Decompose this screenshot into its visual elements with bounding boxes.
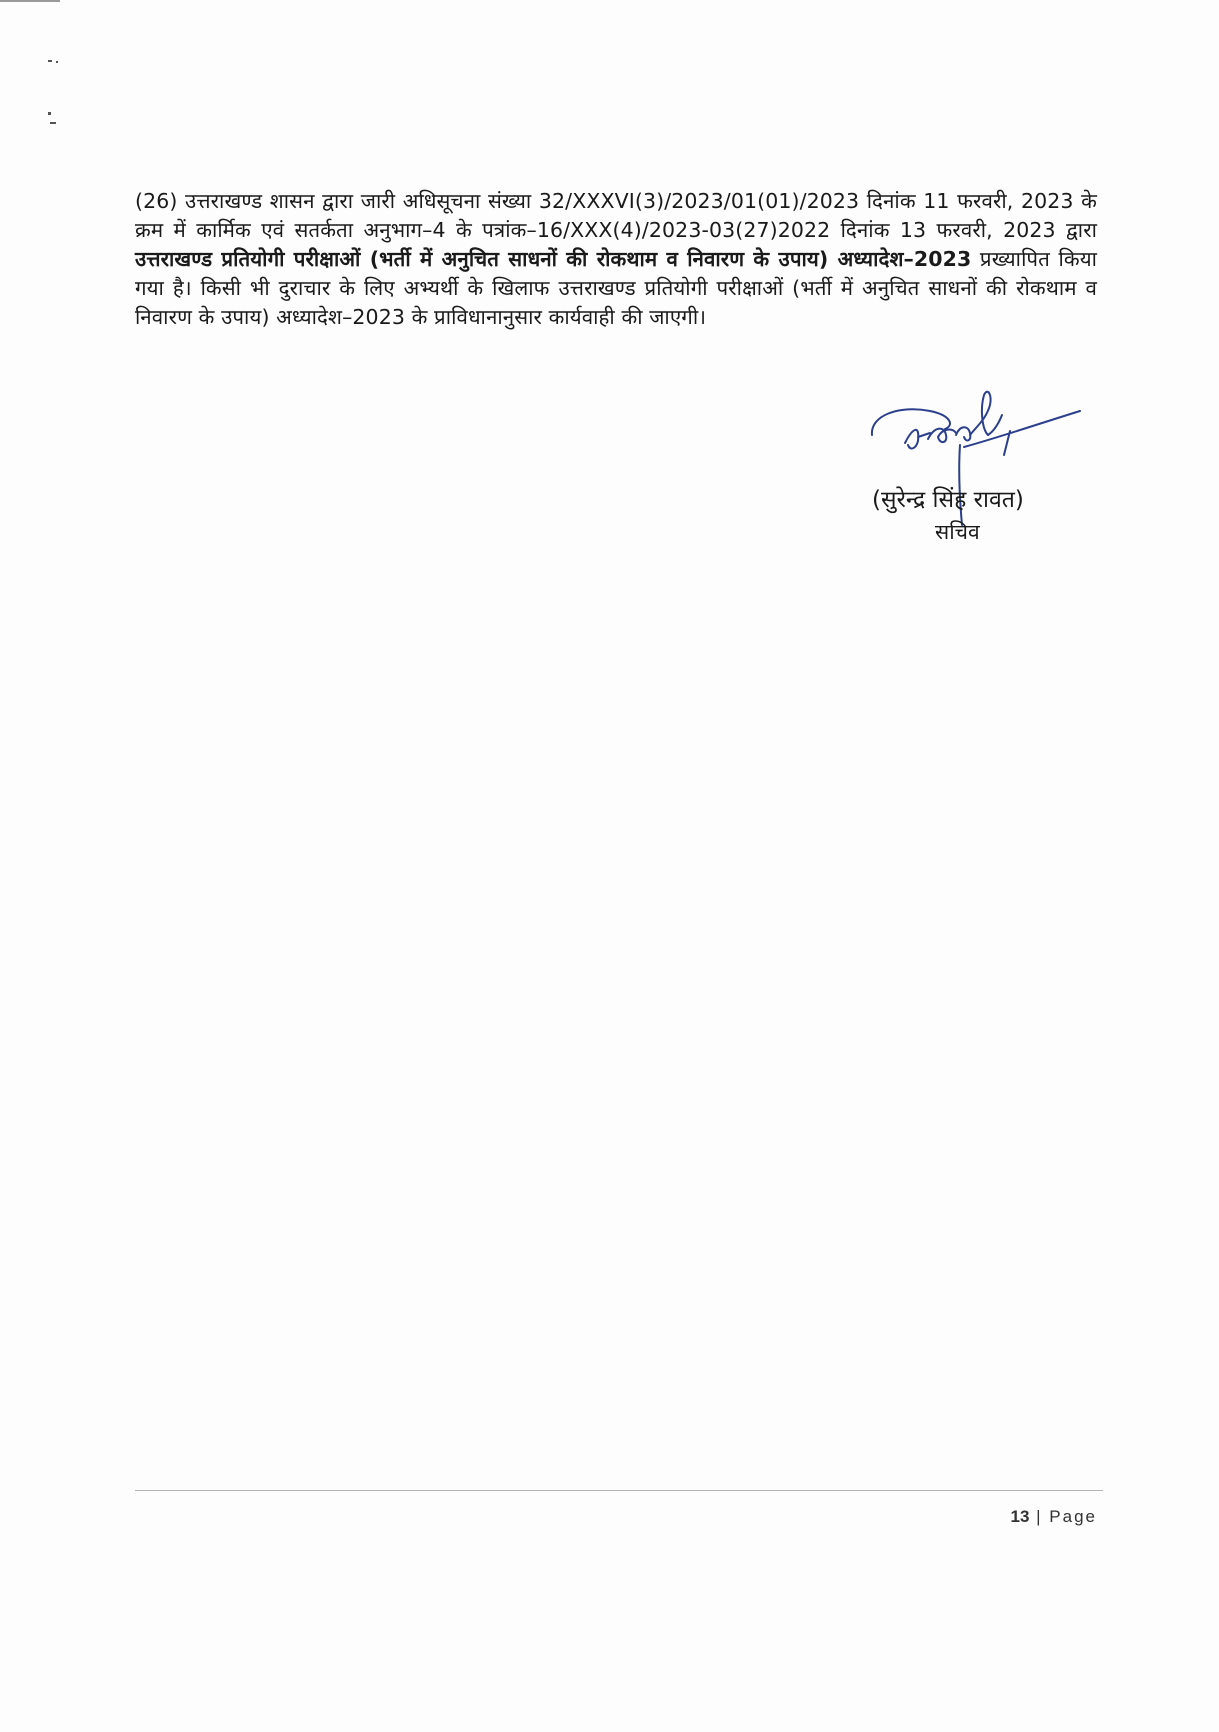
paragraph-text-end: प्रख्यापित किया गया है। किसी भी दुराचार के लिए अभ्यर्थी के खिलाफ उत्तराखण्ड प्रतियोगी परीक्षाओं (भर्ती में अनुचित साधनों की रोकथाम व निवारण के उपाय) अध्यादेश–2023 के प्राविधानानुसार कार्यवाही की जाएगी। <box>135 246 1098 329</box>
ordinance-title: उत्तराखण्ड प्रतियोगी परीक्षाओं (भर्ती में अनुचित साधनों की रोकथाम व निवारण के उपाय) अध्यादेश–2023 <box>135 246 972 271</box>
scan-margin-marks <box>48 60 68 140</box>
signatory-name: (सुरेन्द्र सिंह रावत) <box>872 487 1024 513</box>
page-label: | Page <box>1029 1507 1097 1526</box>
footer-divider <box>135 1490 1103 1491</box>
signatory-designation: सचिव <box>935 520 980 544</box>
page-number-footer <box>1011 1507 1098 1527</box>
scan-edge-artifact <box>0 0 60 2</box>
notice-paragraph <box>135 187 1097 332</box>
paragraph-text-start: (26) उत्तराखण्ड शासन द्वारा जारी अधिसूचना संख्या 32/XXXVI(3)/2023/01(01)/2023 दिनांक 11 फरवरी, 2023 के क्रम में कार्मिक एवं सतर्कता अनुभाग–4 के पत्रांक–16/XXX(4)/2023-03(27)2022 दिनांक 13 फरवरी, 2023 द्वारा <box>135 188 1097 242</box>
page-number: 13 <box>1010 1507 1030 1526</box>
